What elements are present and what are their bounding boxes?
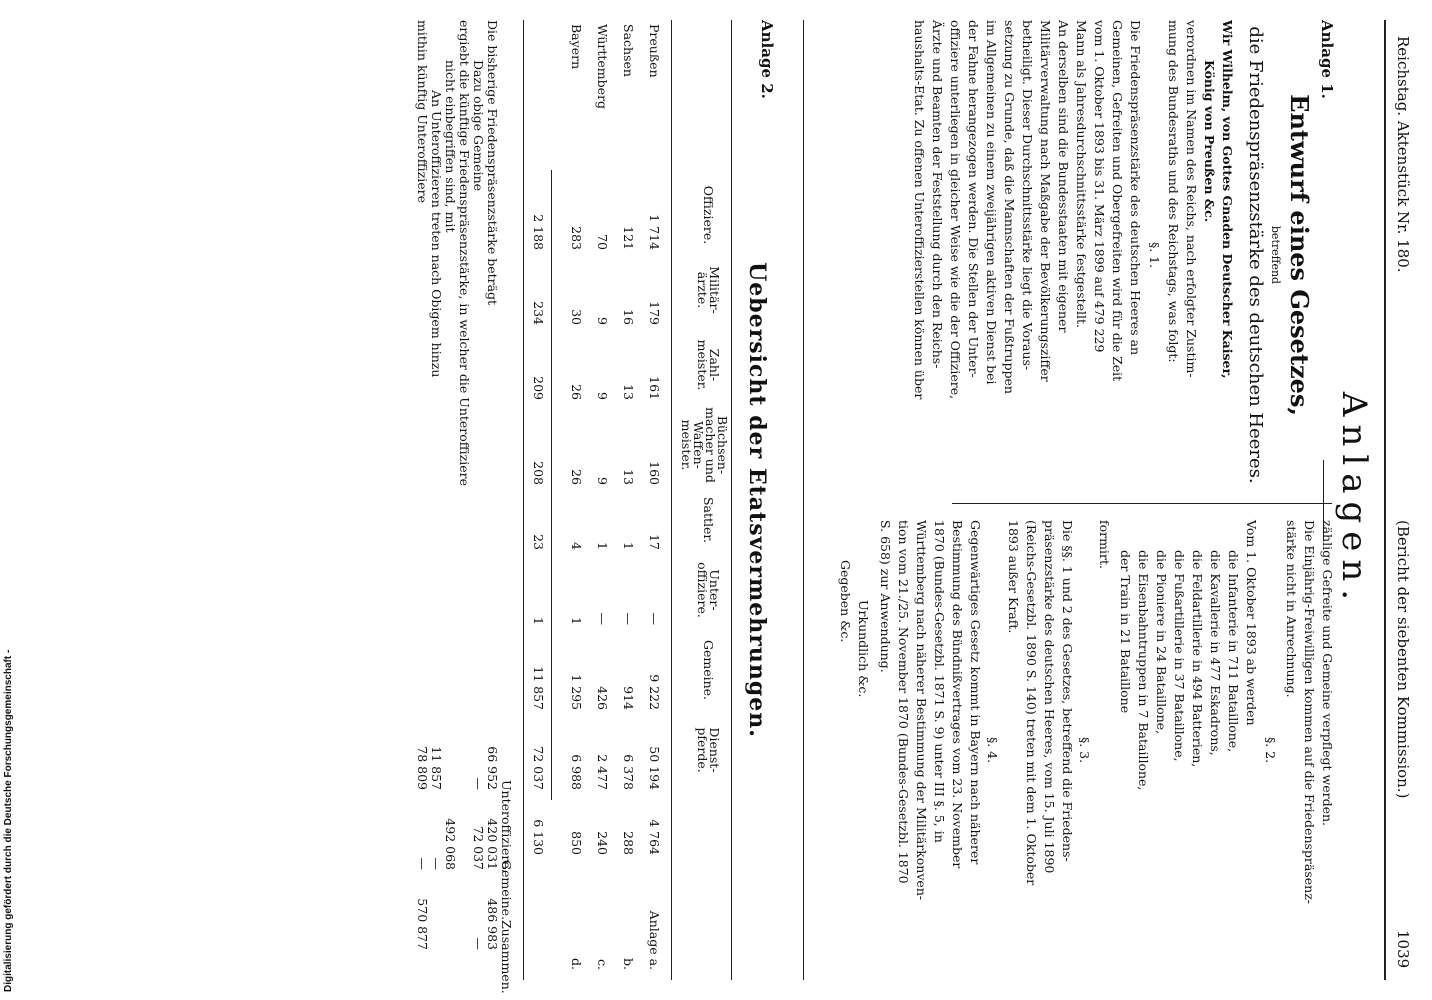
col-header: Offiziere. bbox=[701, 185, 716, 245]
col-header: Zahl-meister. bbox=[695, 339, 722, 391]
para4-line: S. 658) zur Anwendung. bbox=[878, 520, 893, 673]
para2-line: die Infanterie in 711 Bataillone, bbox=[1226, 550, 1241, 753]
para1-text bbox=[910, 20, 1144, 500]
table-cell: 6 378 bbox=[621, 754, 636, 790]
summary-value: — bbox=[415, 857, 430, 870]
summary-text: nicht einbegriffen sind, mit bbox=[443, 60, 458, 233]
table-cell: 1 bbox=[569, 617, 584, 625]
table-cell: 2 477 bbox=[595, 754, 610, 790]
summary-text: Dazu obige Gemeine bbox=[471, 60, 486, 192]
table-header-rule bbox=[671, 20, 672, 980]
table-total-rule bbox=[551, 170, 552, 800]
table-row-state: Württemberg bbox=[595, 24, 610, 110]
table-cell: 179 bbox=[647, 301, 662, 325]
table-cell: 9 bbox=[595, 317, 610, 325]
closing-line: Urkundlich &c. bbox=[856, 600, 871, 698]
table-cell: 1 bbox=[621, 542, 636, 550]
table-cell: 283 bbox=[569, 226, 584, 250]
table-cell: 161 bbox=[647, 376, 662, 400]
summary-value: — bbox=[429, 857, 444, 870]
table-cell: — bbox=[647, 612, 662, 625]
para2-title: §. 2. bbox=[1263, 736, 1278, 764]
table-cell: 30 bbox=[569, 309, 584, 325]
summary-value: 66 952 bbox=[485, 746, 500, 790]
table-total-cell: 209 bbox=[531, 376, 546, 400]
para1-line: der Fahne herangezogen werden. Die Stellen der Unter- bbox=[966, 20, 981, 378]
summary-value: 11 857 bbox=[429, 746, 444, 790]
col-header: Gemeine. bbox=[701, 639, 716, 701]
table-total-cell: 23 bbox=[531, 534, 546, 550]
table-cell: 50 194 bbox=[647, 746, 662, 790]
table-cell: 9 222 bbox=[647, 674, 662, 710]
para3-line: (Reichs-Gesetzbl. 1890 S. 140) treten mit dem 1. Oktober bbox=[1024, 520, 1039, 886]
para4-title: §. 4. bbox=[985, 736, 1000, 764]
para4-line: tion vom 21./25. November 1870 (Bundes-Gesetzbl. 1870 bbox=[896, 520, 911, 884]
table-cell: 1 295 bbox=[569, 674, 584, 710]
preamble-line: verordnen im Namen des Reichs, nach erfolgter Zustim- bbox=[1184, 20, 1199, 378]
para2-line: die Feldartillerie in 494 Batterien, bbox=[1190, 550, 1205, 768]
section-rule bbox=[803, 20, 804, 980]
col2-line: stärke nicht in Anrechnung. bbox=[1284, 520, 1299, 698]
table-cell: 240 bbox=[595, 831, 610, 855]
preamble-line: mung des Bundesraths und des Reichstags, was folgt: bbox=[1166, 20, 1181, 363]
summary-value: 72 037 bbox=[471, 826, 486, 870]
summary-value: 492 068 bbox=[443, 818, 458, 870]
anlage1-preamble bbox=[1164, 20, 1236, 500]
para1-line: An derselben sind die Bundesstaaten mit eigener bbox=[1056, 20, 1071, 333]
para1-line: betheiligt. Dieser Durchschnittsstärke liegt die Voraus- bbox=[1020, 20, 1035, 371]
summary-value: — bbox=[471, 937, 486, 950]
table-cell: 13 bbox=[621, 384, 636, 400]
anlage2-heading: Uebersicht der Etatsvermehrungen. bbox=[744, 262, 770, 738]
column-divider bbox=[952, 503, 1332, 504]
para3-text bbox=[1004, 520, 1076, 990]
para1-line: vom 1. Oktober 1893 bis 31. März 1899 auf 479 229 bbox=[1092, 20, 1107, 353]
para2-line: die Fußartillerie in 37 Bataillone, bbox=[1172, 550, 1187, 762]
col2-line: zählige Gefreite und Gemeine verpflegt werden. bbox=[1320, 520, 1335, 827]
closing-text bbox=[836, 560, 872, 860]
para3-title: §. 3. bbox=[1077, 736, 1092, 764]
para4-line: Gegenwärtiges Gesetz kommt in Bayern nach näherer bbox=[968, 520, 983, 865]
header-left: Reichstag. Aktenstück Nr. 180. bbox=[1394, 36, 1412, 273]
anlage2-label: Anlage 2. bbox=[758, 20, 776, 99]
summary-text: mithin künftig Unteroffiziere bbox=[415, 20, 430, 203]
table-cell: 4 764 bbox=[647, 819, 662, 855]
col-header: Militär-ärzte. bbox=[695, 266, 722, 314]
summary-value: 78 809 bbox=[415, 746, 430, 790]
para1-line: offiziere unterliegen in gleicher Weise wie die der Offiziere, bbox=[948, 20, 963, 400]
para1-line: Mann als Jahresdurchschnittsstärke festgestellt. bbox=[1074, 20, 1089, 329]
anlage1-label: Anlage 1. bbox=[1318, 20, 1336, 99]
preamble-line: König von Preußen &c. bbox=[1202, 60, 1217, 223]
para2-line: der Train in 21 Bataillone bbox=[1118, 550, 1133, 714]
header-rule bbox=[1384, 20, 1386, 980]
summary-text: ergiebt die künftige Friedenspräsenzstärke, in welcher die Unteroffiziere bbox=[457, 20, 472, 487]
table-cell: 1 bbox=[595, 542, 610, 550]
table-cell: 26 bbox=[569, 469, 584, 485]
para2-text bbox=[1116, 520, 1260, 990]
summary-value: 420 031 bbox=[485, 818, 500, 870]
para1-line: Militärverwaltung nach Maßgabe der Bevölkerungsziffer bbox=[1038, 20, 1053, 382]
summary-text: An Unteroffizieren treten nach Obigem hinzu bbox=[429, 90, 444, 378]
table-cell: 26 bbox=[569, 384, 584, 400]
table-top-rule bbox=[731, 20, 732, 980]
table-cell: 9 bbox=[595, 477, 610, 485]
table-row-state: Sachsen bbox=[621, 24, 636, 77]
page-title: Anlagen. bbox=[1334, 391, 1374, 609]
table-total-cell: 2 188 bbox=[531, 214, 546, 250]
table-cell: 426 bbox=[595, 686, 610, 710]
col-header: Büchsen-macher und Waffen-meister. bbox=[679, 407, 730, 483]
para2-line: die Pioniere in 24 Bataillone, bbox=[1154, 550, 1169, 735]
col-header: Sattler. bbox=[701, 496, 716, 544]
anlage1-heading: Entwurf eines Gesetzes, bbox=[1285, 94, 1314, 416]
table-cell: 914 bbox=[621, 686, 636, 710]
footer-text: Digitalisierung gefördert durch die Deutsche Forschungsgemeinschaft - bbox=[3, 649, 14, 992]
summary-header: Gemeine. bbox=[499, 860, 514, 921]
table-cell: 160 bbox=[647, 461, 662, 485]
table-row-ref: b. bbox=[621, 958, 636, 970]
para4-line: Bestimmung des Bündnißvertrages vom 23. November bbox=[950, 520, 965, 869]
table-cell: 288 bbox=[621, 831, 636, 855]
table-row-ref: d. bbox=[569, 958, 584, 970]
page-number: 1039 bbox=[1394, 930, 1412, 969]
para1-line: im Allgemeinen zu einem zweijährigen aktiven Dienst bei bbox=[984, 20, 999, 385]
para2-line: die Kavallerie in 477 Eskadrons, bbox=[1208, 550, 1223, 756]
summary-value: 570 877 bbox=[415, 898, 430, 950]
anlage1-subject: die Friedenspräsenzstärke des deutschen Heeres. bbox=[1245, 26, 1266, 484]
table-cell: 70 bbox=[595, 234, 610, 250]
table-cell: — bbox=[621, 612, 636, 625]
table-total-cell: 72 037 bbox=[531, 746, 546, 790]
para4-line: Württemberg nach näherer Bestimmung der Militärkonven- bbox=[914, 520, 929, 901]
table-row-state: Bayern bbox=[569, 24, 584, 70]
summary-value: 486 983 bbox=[485, 898, 500, 950]
table-cell: 13 bbox=[621, 469, 636, 485]
para3-line: präsenzstärke des deutschen Heeres, vom 15. Juli 1890 bbox=[1042, 520, 1057, 874]
table-total-cell: 1 bbox=[531, 617, 546, 625]
col2-top bbox=[1282, 520, 1336, 990]
table-cell: 4 bbox=[569, 542, 584, 550]
para4-line: 1870 (Bundes-Gesetzbl. 1871 S. 9) unter III §. 5, in bbox=[932, 520, 947, 843]
para3-line: Die §§. 1 und 2 des Gesetzes, betreffend die Friedens- bbox=[1060, 520, 1075, 862]
table-total-cell: 11 857 bbox=[531, 666, 546, 710]
table-cell: 1 714 bbox=[647, 214, 662, 250]
para1-line: Die Friedenspräsenzstärke des deutschen Heeres an bbox=[1128, 20, 1143, 356]
para4-text bbox=[876, 520, 984, 990]
para1-line: Gemeinen, Gefreiten und Obergefreiten wird für die Zeit bbox=[1110, 20, 1125, 382]
footer-note bbox=[2, 0, 14, 1000]
summary-value: — bbox=[471, 777, 486, 790]
col2-line: Die Einjährig-Freiwilligen kommen auf die Friedenspräsenz- bbox=[1302, 520, 1317, 905]
summary-header: Unteroffiziere. bbox=[499, 780, 514, 873]
table-row-state: Preußen bbox=[647, 24, 662, 78]
table-total-cell: 6 130 bbox=[531, 819, 546, 855]
table-cell: 9 bbox=[595, 392, 610, 400]
table-bottom-rule bbox=[523, 20, 524, 980]
table-cell: — bbox=[595, 612, 610, 625]
table-cell: 16 bbox=[621, 309, 636, 325]
para3-line: 1893 außer Kraft. bbox=[1006, 520, 1021, 634]
col-header: Dienst-pferde. bbox=[695, 727, 722, 773]
para2-line: die Eisenbahntruppen in 7 Bataillone, bbox=[1136, 550, 1151, 791]
para2-line: Vom 1. Oktober 1893 ab werden bbox=[1244, 520, 1259, 726]
table-row-ref: c. bbox=[595, 959, 610, 970]
summary-header: Zusammen. bbox=[499, 920, 514, 994]
table-cell: 17 bbox=[647, 534, 662, 550]
anlage1-betreffend: betreffend bbox=[1269, 225, 1282, 285]
table-total-cell: 208 bbox=[531, 461, 546, 485]
closing-line: Gegeben &c. bbox=[838, 560, 853, 643]
formirt-text: formirt. bbox=[1097, 520, 1112, 569]
table-total-cell: 234 bbox=[531, 301, 546, 325]
preamble-line: Wir Wilhelm, von Gottes Gnaden Deutscher Kaiser, bbox=[1220, 20, 1235, 379]
table-row-ref: Anlage a. bbox=[647, 910, 662, 970]
header-center: (Bericht der siebenten Kommission.) bbox=[1394, 520, 1412, 799]
para1-title: §. 1. bbox=[1147, 241, 1162, 269]
table-cell: 121 bbox=[621, 226, 636, 250]
table-cell: 850 bbox=[569, 831, 584, 855]
para1-line: setzung zu Grunde, daß die Mannschaften der Fußtruppen bbox=[1002, 20, 1017, 394]
summary-text: Die bisherige Friedenspräsenzstärke beträgt bbox=[485, 20, 500, 306]
para1-line: haushalts-Etat. Zu offenen Unteroffizierstellen können über bbox=[912, 20, 927, 400]
table-cell: 6 988 bbox=[569, 754, 584, 790]
para1-line: Ärzte und Beamten der Feststellung durch den Reichs- bbox=[930, 20, 945, 369]
col-header: Unter-offiziere. bbox=[695, 562, 722, 618]
